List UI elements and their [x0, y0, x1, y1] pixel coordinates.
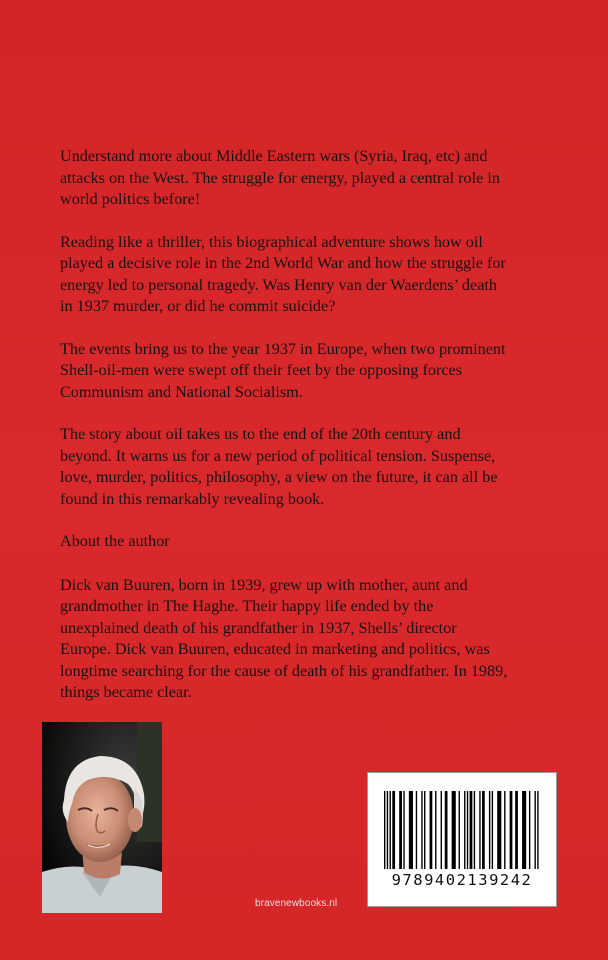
barcode-bar	[470, 791, 473, 869]
barcode-bar	[403, 791, 404, 869]
barcode-bar	[515, 791, 518, 869]
publisher-name: bravenewbooks.nl	[255, 898, 338, 909]
barcode-bar	[459, 791, 460, 869]
barcode-bar	[464, 791, 465, 869]
barcode-bar	[482, 791, 485, 869]
barcode-bar	[474, 791, 475, 869]
barcode-bar	[489, 791, 490, 869]
barcode-bar	[430, 791, 433, 869]
barcode-bar	[522, 791, 526, 869]
barcode-bar	[529, 791, 530, 869]
barcode-bar	[534, 791, 535, 869]
author-photo	[42, 722, 162, 913]
blurb-paragraph-1: Understand more about Middle Eastern wars (Syria, Iraq, etc) and attacks on the West. The struggle for energy, played a central role in world politics before!	[60, 147, 500, 208]
barcode-bar	[409, 791, 413, 869]
barcode-bar	[387, 791, 388, 869]
barcode-icon	[382, 791, 542, 871]
barcode-bar	[424, 791, 425, 869]
blurb-paragraph-2: Reading like a thriller, this biographical adventure shows how oil played a decisive role in the 2nd World War and how the struggle for energy led to personal tragedy. Was Henry van der Waerdens’ death in 1937 murder, or did he commit suicide?	[60, 232, 506, 315]
barcode-bar	[445, 791, 448, 869]
blurb-text	[60, 146, 510, 725]
barcode-bar	[467, 791, 468, 869]
blurb-paragraph-4: The story about oil takes us to the end of the 20th century and beyond. It warns us for a new period of political tension. Suspense, love, murder, politics, philosophy, a view on the future, it can all be found in this remarkably revealing book.	[60, 425, 498, 508]
barcode-bar	[390, 791, 391, 869]
about-author-heading: About the author	[60, 532, 170, 550]
isbn-barcode	[367, 772, 557, 907]
author-bio: Dick van Buuren, born in 1939, grew up with mother, aunt and grandmother in The Haghe. Their happy life ended by the unexplained death of his grandfather in 1937, Shells’ director Europe. Dick van Buuren, educated in marketing and politics, was longtime searching for the cause of death of his grandfather. In 1989, things became clear.	[60, 575, 508, 701]
barcode-bar	[399, 791, 402, 869]
barcode-bar	[452, 791, 456, 869]
isbn-number: 9789402139242	[391, 871, 533, 889]
barcode-bar	[435, 791, 436, 869]
barcode-bar	[479, 791, 480, 869]
barcode-bar	[504, 791, 505, 869]
barcode-bar	[392, 791, 395, 869]
barcode-bar	[416, 791, 417, 869]
barcode-bar	[441, 791, 442, 869]
barcode-bar	[492, 791, 493, 869]
barcode-bar	[537, 791, 538, 869]
barcode-bar	[497, 791, 501, 869]
barcode-bar	[421, 791, 422, 869]
blurb-paragraph-3: The events bring us to the year 1937 in Europe, when two prominent Shell-oil-men were swept off their feet by the opposing forces Communism and National Socialism.	[60, 339, 506, 401]
barcode-bar	[510, 791, 513, 869]
barcode-bar	[384, 791, 385, 869]
